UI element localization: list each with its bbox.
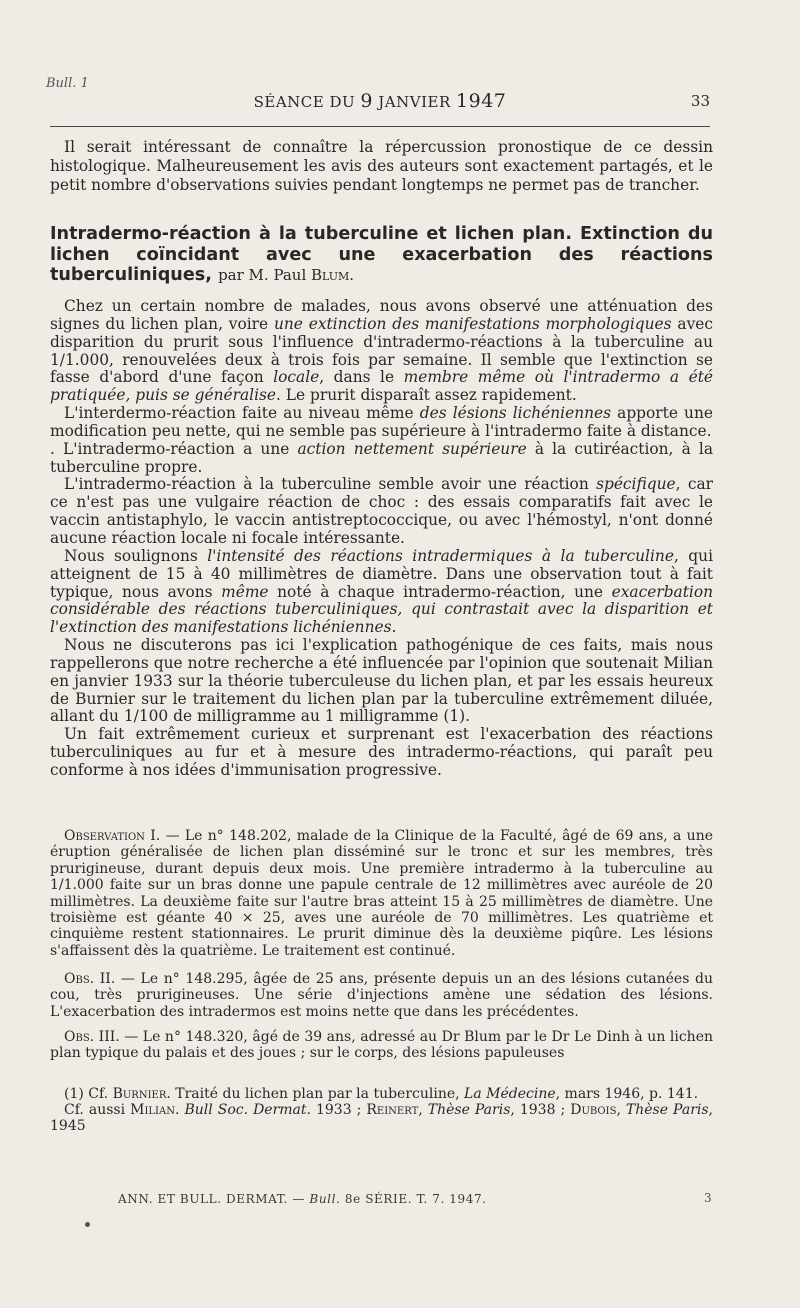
paragraph: Chez un certain nombre de malades, nous avons observé une atténuation des signes du lichen plan, voire une extinction des manifestations morphologiques avec disparition du prurit sous l'influence d'intradermo-réactions à la tuberculine au 1/1.000, renouvelées deux à trois fois par semaine. Il semble que l'extinction se fasse d'abord d'une façon locale, dans le membre même où l'intradermo a été pratiquée, puis se généralise. Le prurit disparaît assez rapidement.: [50, 297, 713, 405]
byline: par M. Paul Blum.: [218, 266, 355, 285]
paragraph: Un fait extrêmement curieux et surprenant est l'exacerbation des réactions tuberculiniques au fur et à mesure des intradermo-réactions, qui paraît peu conforme à nos idées d'immunisation progressive.: [50, 725, 713, 779]
paragraph: . L'intradermo-réaction a une action nettement supérieure à la cutiréaction, à la tuberculine propre.: [50, 439, 714, 476]
margin-note: Bull. 1: [46, 76, 89, 91]
running-head: [50, 90, 710, 114]
page-number: 33: [690, 92, 710, 110]
running-title: SÉANCE DU 9 JANVIER 1947: [253, 90, 507, 112]
paragraph: Nous soulignons l'intensité des réactions intradermiques à la tuberculine, qui atteignent de 15 à 40 millimètres de diamètre. Dans une observation tout à fait typique, nous avons même noté à chaque intradermo-réaction, une exacerbation considérable des réactions tuberculiniques, qui contrastait avec la disparition et l'extinction des manifestations lichéniennes.: [50, 546, 714, 637]
observation-1: Observation I. — Le n° 148.202, malade de la Clinique de la Faculté, âgé de 69 ans, a une éruption généralisée de lichen plan disséminé sur le tronc et sur les membres, très prurigineuse, durant depuis deux mois. Une première intradermo à la tuberculine au 1/1.000 faite sur un bras donne une papule centrale de 12 millimètres avec auréole de 20 millimètres. La deuxième faite sur l'autre bras atteint 15 à 25 millimètres de diamètre. Une troisième est géante 40 × 25, aves une auréole de 70 millimètres. Les quatrième et cinquième restent stationnaires. Le prurit diminue dès la deuxième piqûre. Les lésions s'affaissent dès la quatrième. Le traitement est continué.: [50, 828, 714, 959]
paragraph: Nous ne discuterons pas ici l'explication pathogénique de ces faits, mais nous rappellerons que notre recherche a été influencée par l'opinion que soutenait Milian en janvier 1933 sur la théorie tuberculeuse du lichen plan, et par les essais heureux de Burnier sur le traitement du lichen plan par la tuberculine extrêmement diluée, allant du 1/100 de milligramme au 1 milligramme (1).: [50, 636, 713, 726]
signature-mark: 3: [704, 1191, 712, 1205]
footnotes: [50, 1086, 713, 1134]
paragraph: L'intradermo-réaction à la tuberculine semble avoir une réaction spécifique, car ce n'est pas une vulgaire réaction de choc : des essais comparatifs fait avec le vaccin antistaphylo, le vaccin antistreptococcique, ou avec l'hémostyl, n'ont donné aucune réaction locale ni focale intéressante.: [50, 475, 714, 547]
article-title: Intradermo-réaction à la tuberculine et lichen plan. Extinction du lichen coïncidant avec une exacerbation des réactions tuberculiniques, par M. Paul Blum.: [50, 224, 713, 286]
observation-2: Obs. II. — Le n° 148.295, âgée de 25 ans, présente depuis un an des lésions cutanées du cou, très prurigineuses. Une série d'injections amène une sédation des lésions. L'exacerbation des intradermos est moins nette que dans les précédentes.: [50, 971, 713, 1020]
ink-dot: [85, 1222, 90, 1227]
header-rule: [50, 126, 710, 127]
footnote: (1) Cf. Burnier. Traité du lichen plan par la tuberculine, La Médecine, mars 1946, p. 141.: [64, 1086, 699, 1102]
intro-paragraph: Il serait intéressant de connaître la répercussion pronostique de ce dessin histologique. Malheureusement les avis des auteurs sont exactement partagés, et le petit nombre d'observations suivies pendant longtemps ne permet pas de trancher.: [50, 138, 713, 195]
article-body: [50, 298, 713, 780]
paragraph: L'interdermo-réaction faite au niveau même des lésions lichéniennes apporte une modification peu nette, qui ne semble pas supérieure à l'intradermo faite à distance.: [50, 404, 713, 440]
observation-3: Obs. III. — Le n° 148.320, âgé de 39 ans, adressé au Dr Blum par le Dr Le Dinh à un lichen plan typique du palais et des joues ; sur le corps, des lésions papuleuses: [50, 1029, 713, 1062]
footnote: Cf. aussi Milian. Bull Soc. Dermat. 1933 ; Reinert, Thèse Paris, 1938 ; Dubois, Thèse Paris, 1945: [50, 1102, 713, 1134]
journal-footer: ANN. ET BULL. DERMAT. — Bull. 8e SÉRIE. T. 7. 1947.: [118, 1192, 487, 1206]
